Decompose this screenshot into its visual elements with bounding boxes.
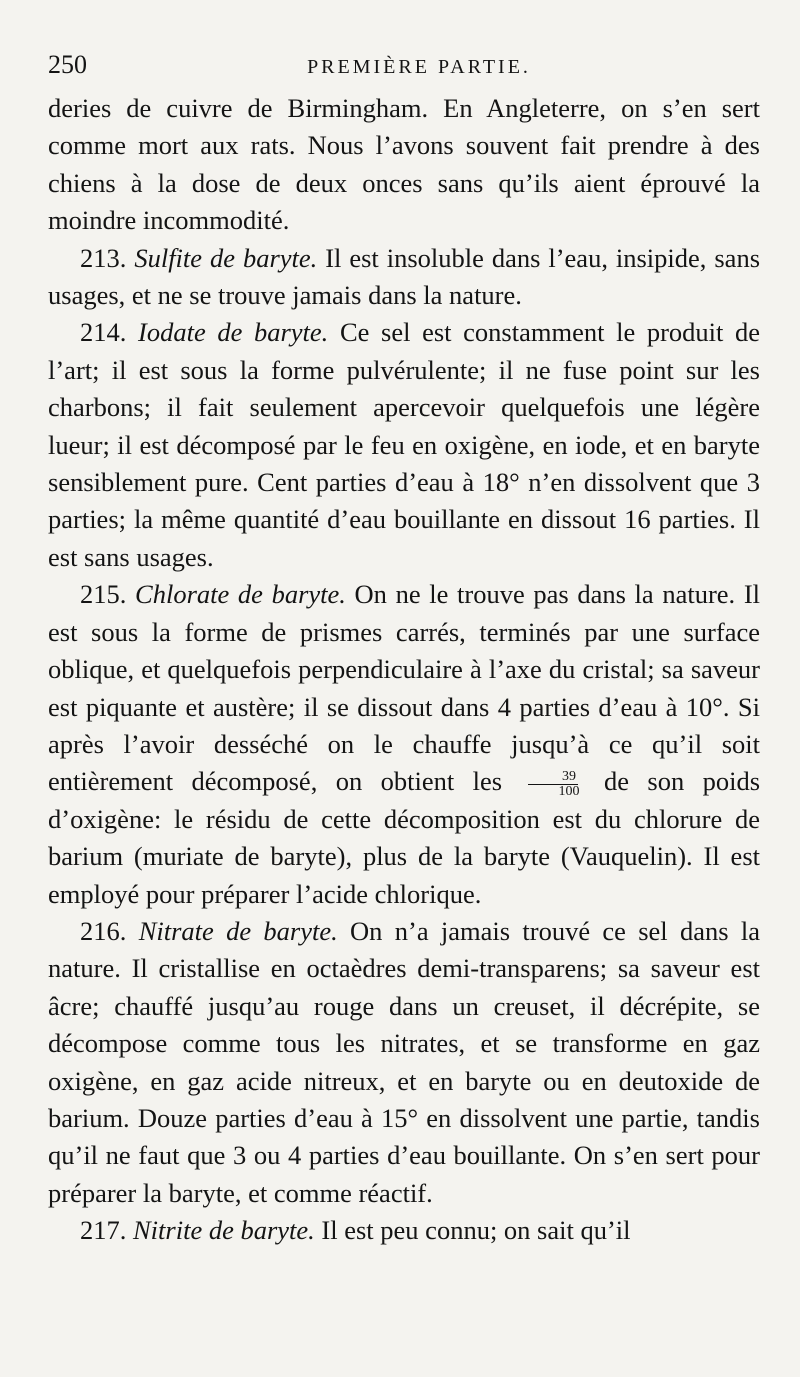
section-number: 215. [80,579,127,610]
fraction-denominator: 100 [558,783,580,799]
paragraph-text: Ce sel est constamment le produit de l’art; il est sous la forme pulvérulente; il ne fuse point sur les charbons; il fait seulement apercevoir quelquefois une légère lueur; il est décomposé par le feu en oxigène, en iode, et en baryte sensiblement pure. Cent parties d’eau à 18° n’en dissolvent que 3 parties; la même quantité d’eau bouillante en dissout 16 parties. Il est sans usages. [48,317,761,572]
paragraph-text: Il est peu connu; on sait qu’il [321,1215,631,1246]
fraction-numerator: 39 [528,770,578,785]
section-term: Sulfite de baryte. [134,242,318,273]
section-number: 216. [80,915,127,946]
section-number: 214. [80,317,127,348]
paragraph-text: deries de cuivre de Birmingham. En Angleterre, on s’en sert comme mort aux rats. Nous l’avons souvent fait prendre à des chiens à la dose de deux onces sans qu’ils aient éprouvé la moindre incommodité. [48,93,760,236]
paragraph-215 [48,576,760,913]
page-header [48,50,760,90]
running-title: PREMIÈRE PARTIE. [307,56,531,78]
section-number: 217. [80,1215,127,1246]
body-text [48,90,760,1250]
page-number: 250 [48,50,87,79]
paragraph-213 [48,240,760,315]
fraction [525,770,582,799]
paragraph-continuation [48,90,760,240]
section-term: Nitrate de baryte. [138,915,338,946]
paragraph-text-before-fraction: On ne le trouve pas dans la nature. Il est sous la forme de prismes carrés, terminés par une surface oblique, et quelquefois perpendiculaire à l’axe du cristal; sa saveur est piquante et austère; il se dissout dans 4 parties d’eau à 10°. Si après l’avoir desséché on le chauffe jusqu’à ce qu’il soit entièrement décomposé, on obtient les [48,579,761,797]
section-number: 213. [80,242,127,273]
paragraph-217 [48,1212,760,1249]
paragraph-214 [48,314,760,576]
paragraph-text-after-fraction: de son poids d’oxigène: le résidu de cette décomposition est du chlorure de barium (muriate de baryte), plus de la baryte (Vauquelin). Il est employé pour préparer l’acide chlorique. [48,766,761,909]
section-term: Iodate de baryte. [138,317,329,348]
paragraph-text: On n’a jamais trouvé ce sel dans la nature. Il cristallise en octaèdres demi-transparens; sa saveur est âcre; chauffé jusqu’au rouge dans un creuset, il décrépite, se décompose comme tous les nitrates, et se transforme en gaz oxigène, en gaz acide nitreux, et en baryte ou en deutoxide de barium. Douze parties d’eau à 15° en dissolvent une partie, tandis qu’il ne faut que 3 ou 4 parties d’eau bouillante. On s’en sert pour préparer la baryte, et comme réactif. [48,915,760,1208]
paragraph-text: Il est insoluble dans l’eau, insipide, sans usages, et ne se trouve jamais dans la nature. [48,242,761,311]
section-term: Nitrite de baryte. [133,1215,315,1246]
section-term: Chlorate de baryte. [135,579,346,610]
paragraph-216 [48,913,760,1212]
